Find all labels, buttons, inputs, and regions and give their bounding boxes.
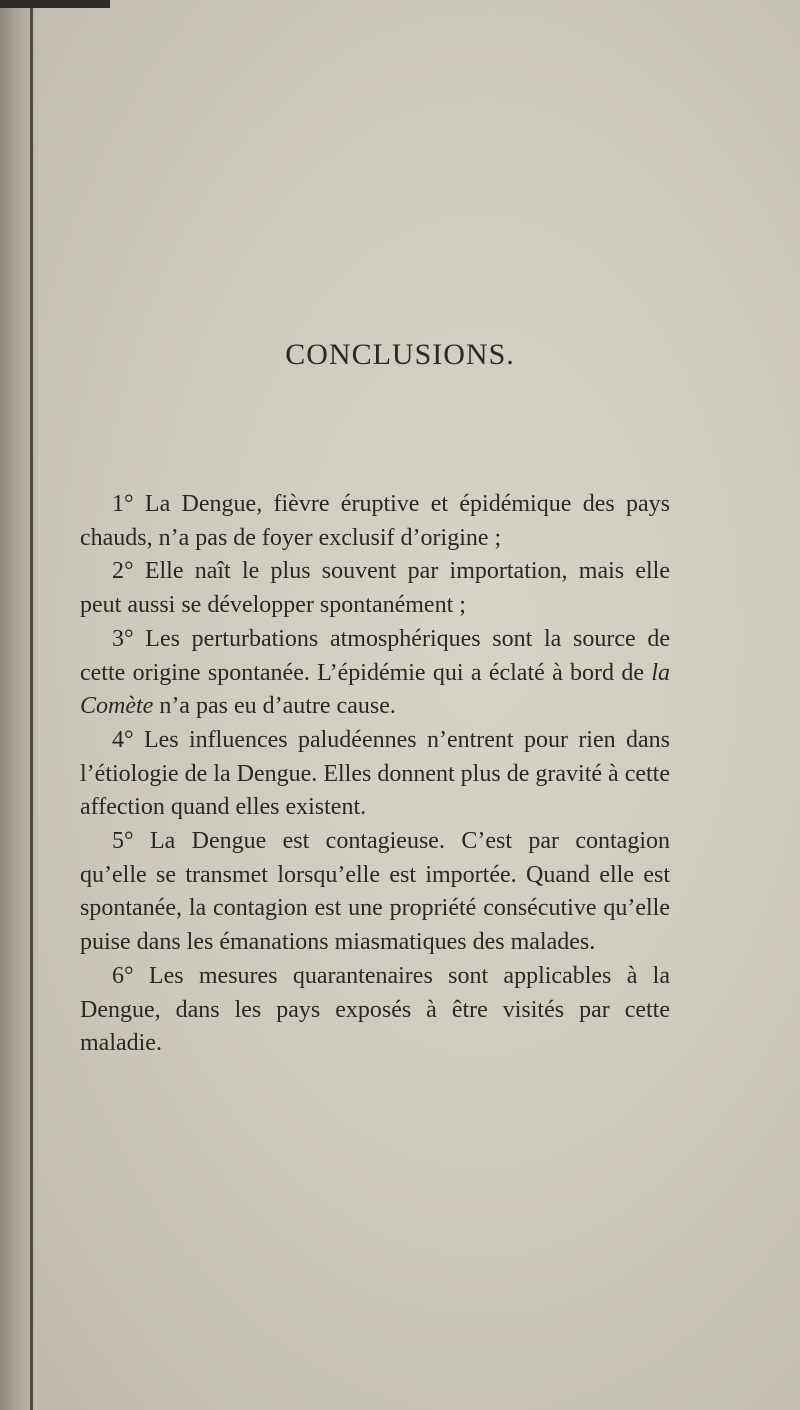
conclusion-2: 2° Elle naît le plus souvent par importation, mais elle peut aussi se développer spontanément ; [80, 558, 670, 619]
conclusion-5: 5° La Dengue est contagieuse. C’est par contagion qu’elle se transmet lorsqu’elle est importée. Quand elle est spontanée, la contagion est une propriété consécutive qu’elle puise dans les émanations miasmatiques des malades. [80, 828, 670, 956]
conclusion-6: 6° Les mesures quarantenaires sont applicables à la Dengue, dans les pays exposés à être visités par cette maladie. [80, 962, 670, 1057]
conclusions-list [80, 488, 670, 1061]
conclusion-1: 1° La Dengue, fièvre éruptive et épidémique des pays chauds, n’a pas de foyer exclusif d’origine ; [80, 491, 670, 551]
page-title: CONCLUSIONS. [285, 338, 515, 371]
conclusion-3 [80, 623, 670, 724]
page-gutter-line [30, 0, 33, 1410]
conclusion-4: 4° Les influences paludéennes n’entrent pour rien dans l’étiologie de la Dengue. Elles donnent plus de gravité à cette affection quand elles existent. [80, 726, 670, 821]
conclusion-3-start: 3° Les perturbations atmosphériques sont la source de cette origine spontanée. L’épidémie qui a éclaté à bord de [80, 625, 670, 686]
page-top-edge [0, 0, 110, 8]
conclusion-3-end: n’a pas eu d’autre cause. [153, 693, 396, 720]
ship-name-italic: la Comète [80, 659, 670, 720]
